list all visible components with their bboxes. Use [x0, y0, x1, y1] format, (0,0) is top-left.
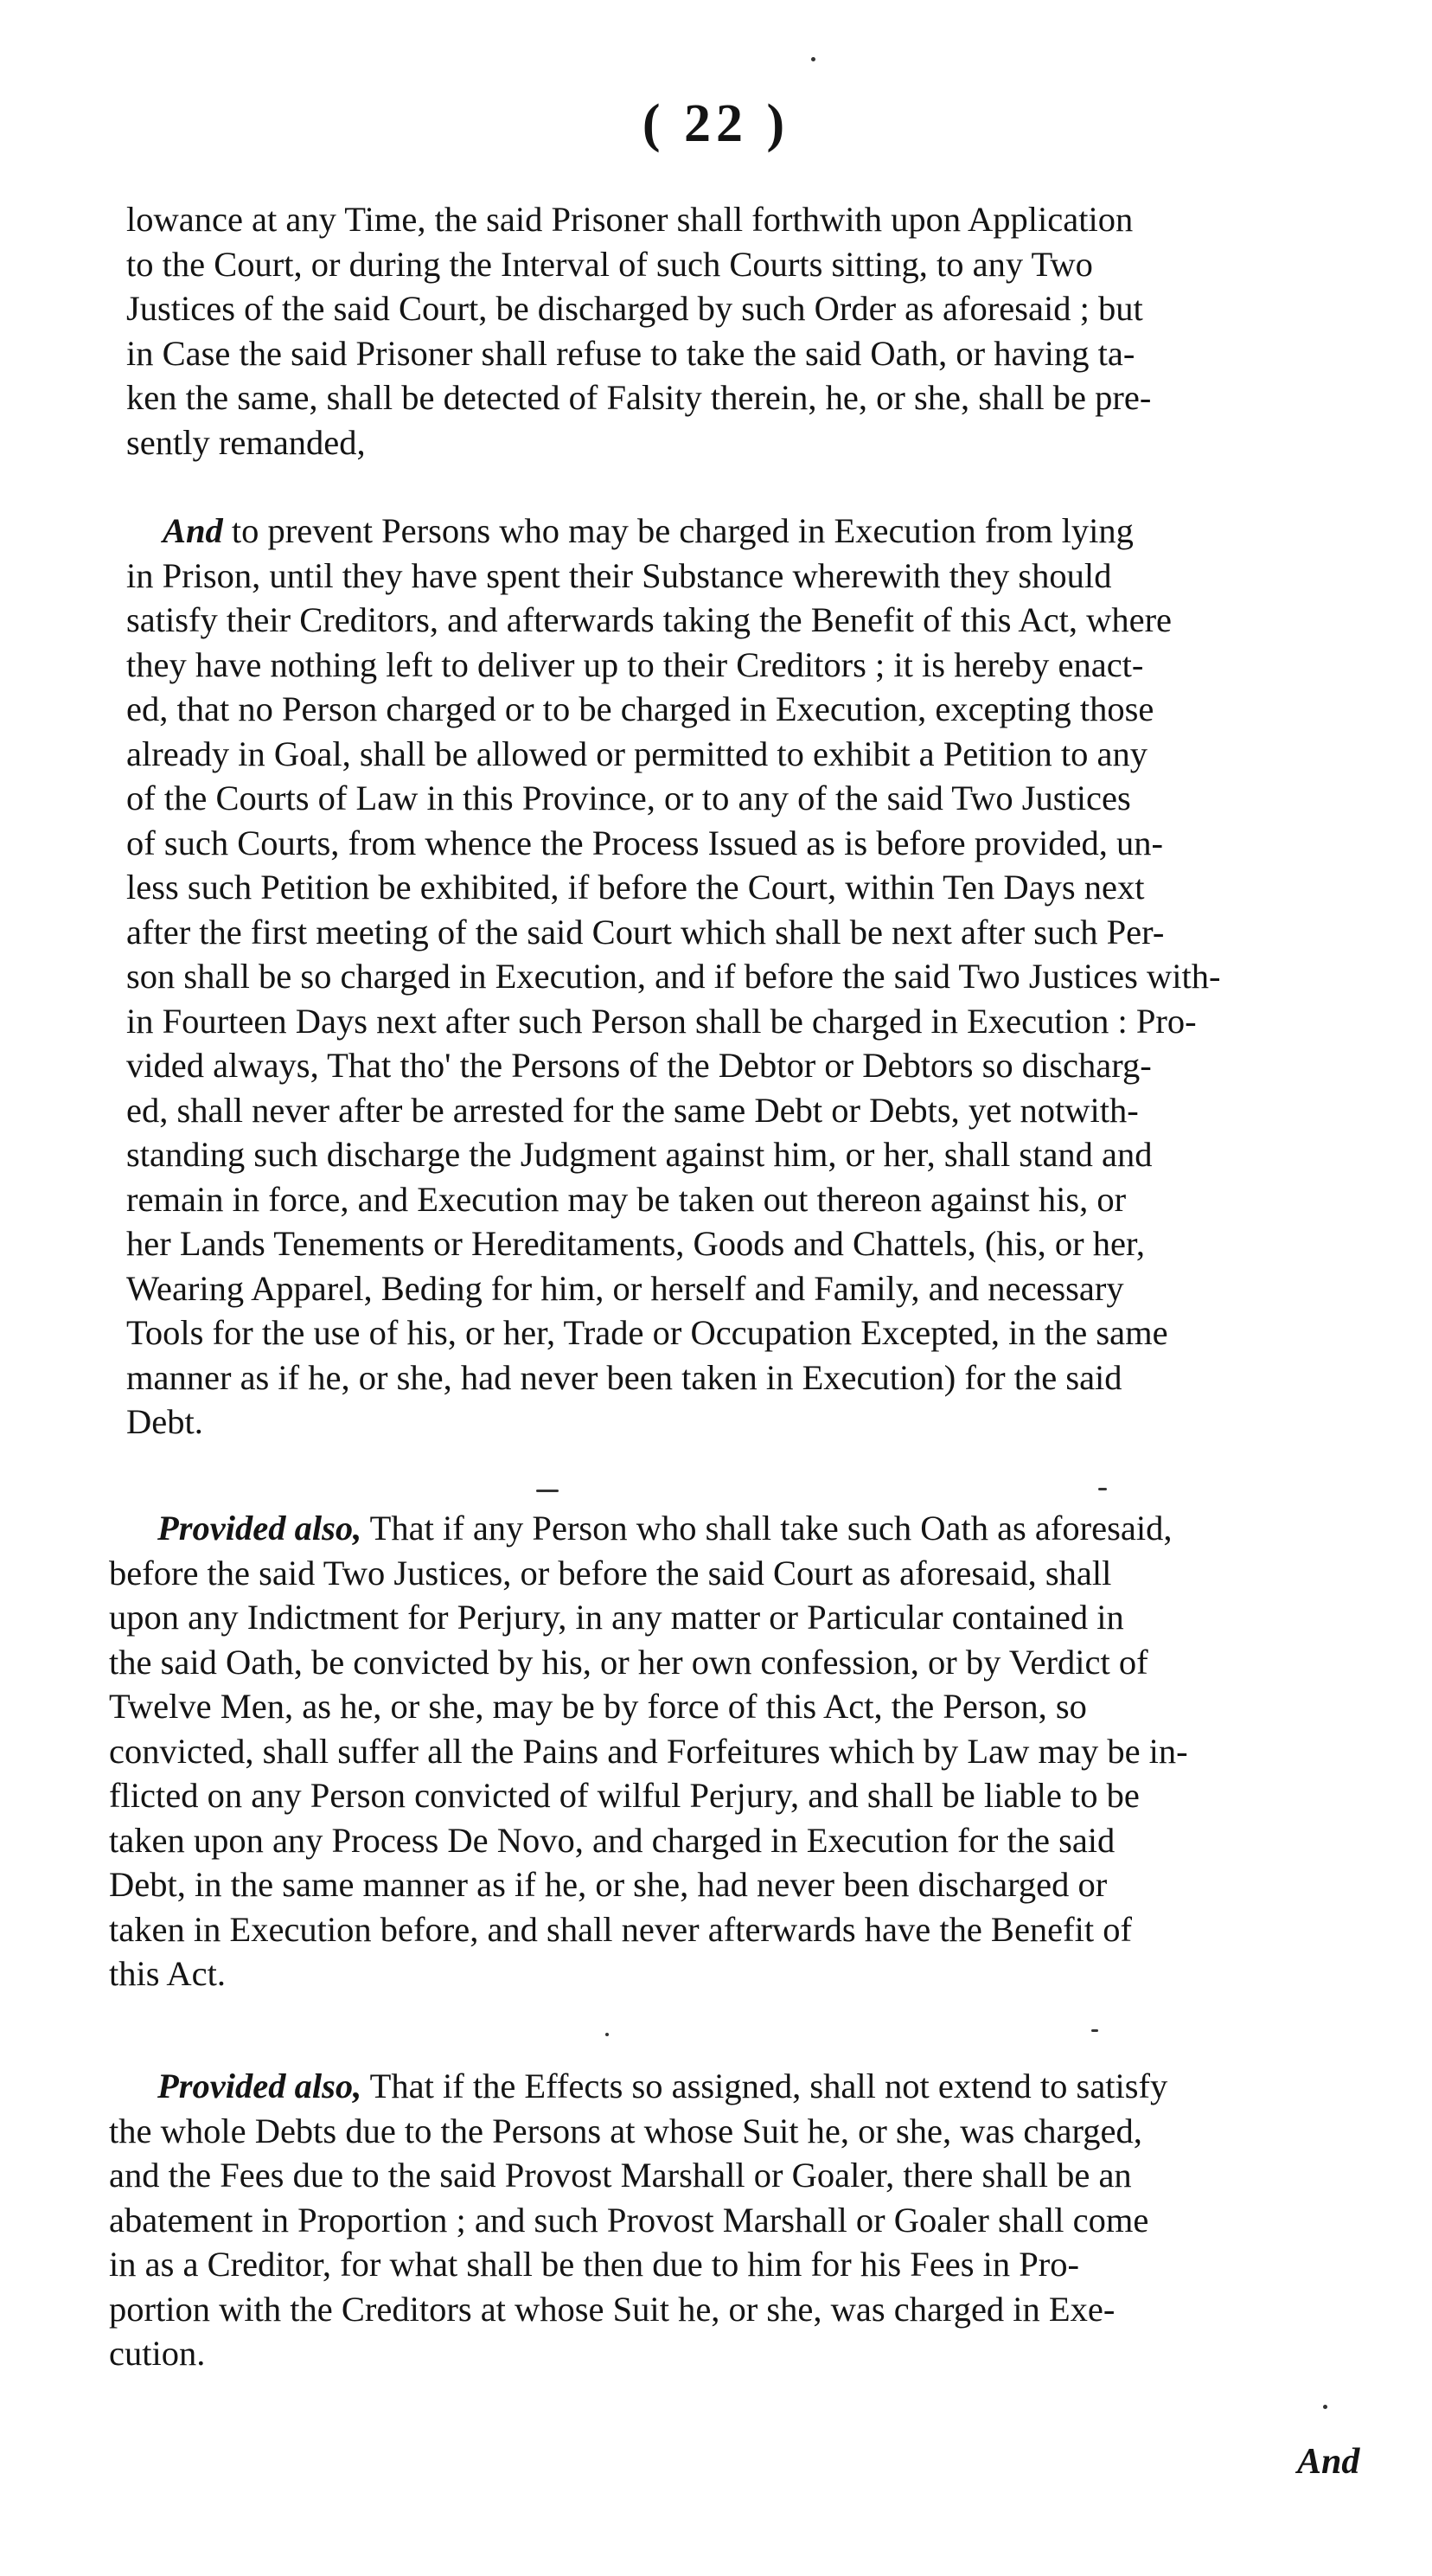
paragraph-lead: Provided also,	[157, 2067, 362, 2105]
text-line-rest: That if any Person who shall take such Oath as aforesaid,	[361, 1509, 1173, 1548]
text-line: cution.	[109, 2334, 206, 2373]
text-line: of such Courts, from whence the Process Issued as is before provided, un-	[126, 823, 1163, 862]
text-line: this Act.	[109, 1954, 227, 1993]
text-line: in Prison, until they have spent their Substance wherewith they should	[126, 555, 1112, 595]
text-line: taken upon any Process De Novo, and charged in Execution for the said	[109, 1820, 1116, 1860]
text-line: satisfy their Creditors, and afterwards taking the Benefit of this Act, where	[126, 600, 1173, 639]
text-line: Twelve Men, as he, or she, may be by force of this Act, the Person, so	[109, 1687, 1087, 1726]
text-line: Wearing Apparel, Beding for him, or herself and Family, and necessary	[126, 1268, 1124, 1308]
text-line: vided always, That tho' the Persons of the Debtor or Debtors so discharg-	[126, 1046, 1152, 1085]
text-line: the said Oath, be convicted by his, or her own confession, or by Verdict of	[109, 1642, 1148, 1682]
text-line: ken the same, shall be detected of Falsity therein, he, or she, shall be pre-	[126, 378, 1152, 417]
text-line: Debt.	[126, 1402, 203, 1441]
scan-speck	[1323, 2405, 1327, 2409]
scan-speck	[1091, 2029, 1098, 2032]
text-line: in as a Creditor, for what shall be then due to him for his Fees in Pro-	[109, 2245, 1080, 2284]
text-line: and the Fees due to the said Provost Marshall or Goaler, there shall be an	[109, 2156, 1132, 2195]
text-line	[109, 1506, 1354, 1551]
text-line: Debt, in the same manner as if he, or she, had never been discharged or	[109, 1865, 1108, 1904]
paragraph-2	[126, 509, 1363, 1445]
scan-speck	[605, 2033, 609, 2036]
paragraph-lead: And	[163, 511, 223, 550]
text-line: of the Courts of Law in this Province, or to any of the said Two Justices	[126, 779, 1131, 817]
text-line: standing such discharge the Judgment against him, or her, shall stand and	[126, 1135, 1153, 1174]
text-line: the whole Debts due to the Persons at whose Suit he, or she, was charged,	[109, 2111, 1142, 2150]
text-line: in Fourteen Days next after such Person shall be charged in Execution : Pro-	[126, 1001, 1197, 1041]
text-line: portion with the Creditors at whose Suit he, or she, was charged in Exe-	[109, 2289, 1116, 2329]
paragraph-1	[126, 197, 1363, 465]
text-line: Justices of the said Court, be discharged by such Order as aforesaid ; but	[126, 289, 1143, 328]
text-line: flicted on any Person convicted of wilful Perjury, and shall be liable to be	[109, 1776, 1140, 1815]
text-line: they have nothing left to deliver up to their Creditors ; it is hereby enact-	[126, 644, 1144, 684]
text-line: abatement in Proportion ; and such Provost Marshall or Goaler shall come	[109, 2200, 1149, 2240]
text-line: convicted, shall suffer all the Pains and Forfeitures which by Law may be in-	[109, 1731, 1188, 1771]
text-line	[109, 2064, 1354, 2109]
text-line: after the first meeting of the said Court which shall be next after such Per-	[126, 912, 1165, 952]
scan-speck	[1098, 1488, 1107, 1490]
text-line: to the Court, or during the Interval of such Courts sitting, to any Two	[126, 244, 1093, 284]
text-line: son shall be so charged in Execution, and if before the said Two Justices with-	[126, 957, 1221, 996]
text-line: lowance at any Time, the said Prisoner shall forthwith upon Application	[126, 200, 1134, 239]
paragraph-4	[109, 2064, 1354, 2376]
text-line: remain in force, and Execution may be taken out thereon against his, or	[126, 1179, 1127, 1219]
text-line	[126, 509, 1363, 554]
text-line: less such Petition be exhibited, if before the Court, within Ten Days next	[126, 868, 1145, 907]
scan-speck	[811, 57, 815, 61]
text-line: taken in Execution before, and shall never afterwards have the Benefit of	[109, 1909, 1133, 1949]
text-line: already in Goal, shall be allowed or permitted to exhibit a Petition to any	[126, 734, 1148, 773]
text-line: ed, that no Person charged or to be charged in Execution, excepting those	[126, 689, 1154, 728]
text-line: sently remanded,	[126, 422, 366, 462]
text-line: upon any Indictment for Perjury, in any matter or Particular contained in	[109, 1598, 1124, 1637]
text-line: manner as if he, or she, had never been taken in Execution) for the said	[126, 1357, 1122, 1397]
text-line: ed, shall never after be arrested for the same Debt or Debts, yet notwith-	[126, 1090, 1139, 1130]
text-line-rest: That if the Effects so assigned, shall not extend to satisfy	[361, 2067, 1168, 2105]
catchword: And	[1297, 2442, 1360, 2482]
paragraph-lead: Provided also,	[157, 1509, 362, 1548]
text-line: her Lands Tenements or Hereditaments, Goods and Chattels, (his, or her,	[126, 1224, 1146, 1263]
text-line: before the said Two Justices, or before the said Court as aforesaid, shall	[109, 1553, 1112, 1592]
text-line-rest: to prevent Persons who may be charged in Execution from lying	[222, 511, 1134, 550]
scan-speck	[536, 1490, 559, 1492]
text-line: Tools for the use of his, or her, Trade or Occupation Excepted, in the same	[126, 1313, 1168, 1352]
paragraph-3	[109, 1506, 1354, 1996]
text-line: in Case the said Prisoner shall refuse to take the said Oath, or having ta-	[126, 333, 1135, 373]
page-number: ( 22 )	[642, 94, 790, 153]
